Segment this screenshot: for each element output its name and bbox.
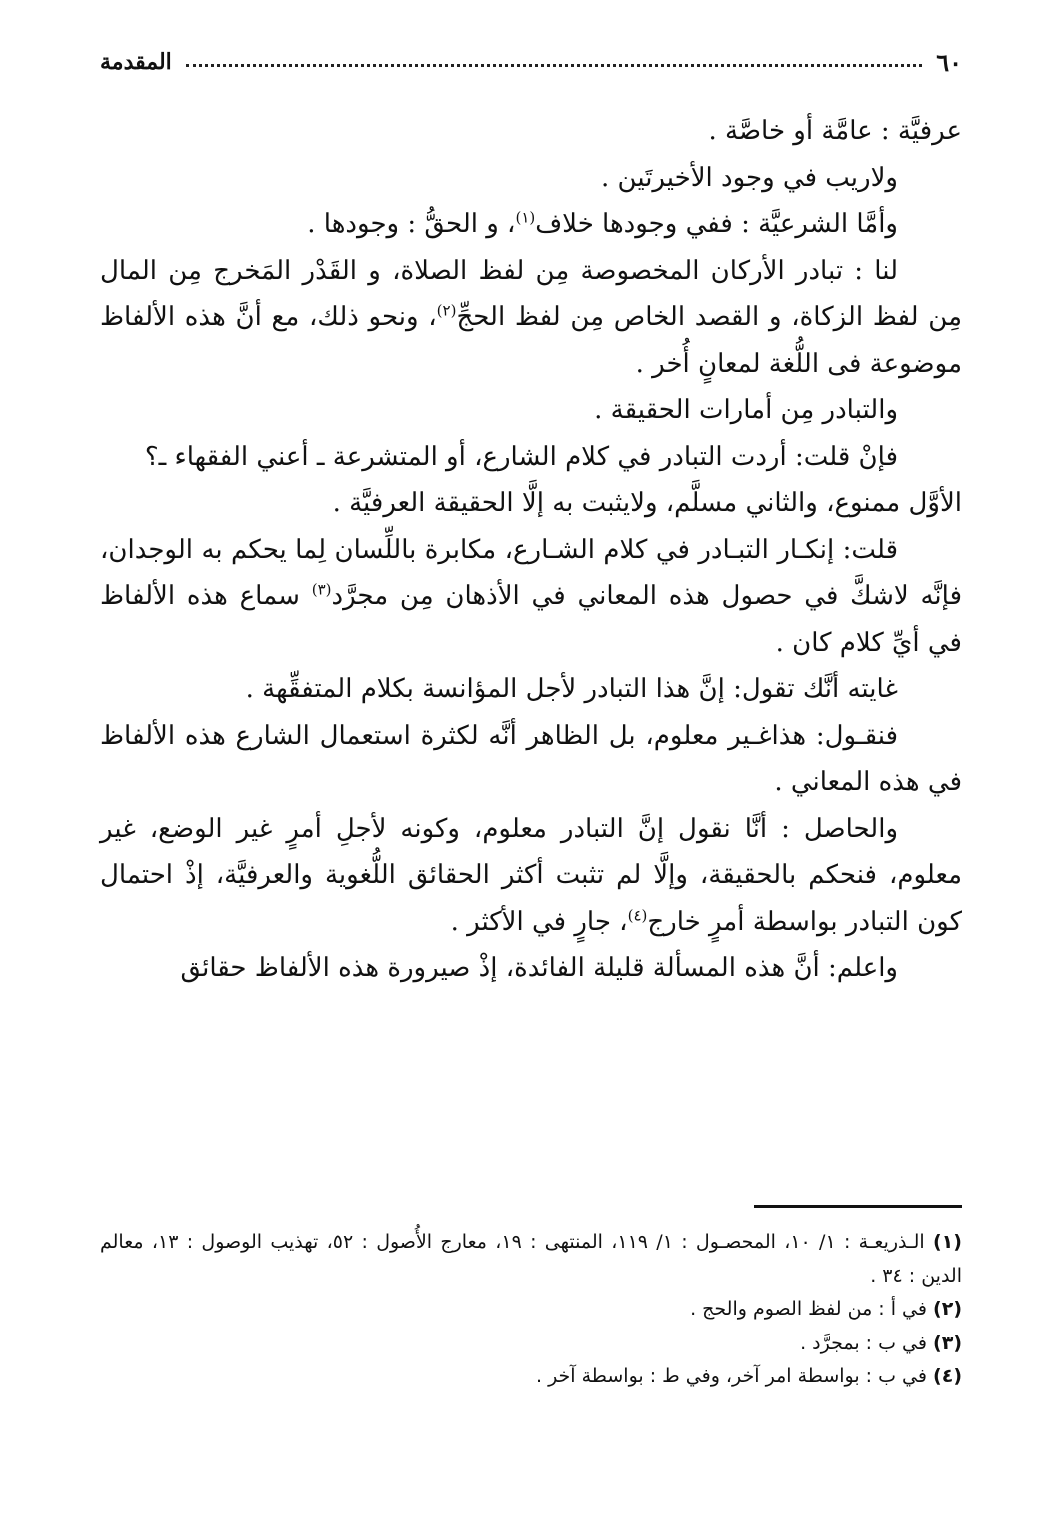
paragraph bbox=[100, 527, 962, 667]
paragraph-text: ، و الحقُّ : وجودها . bbox=[307, 209, 516, 239]
paragraph bbox=[100, 666, 962, 713]
footnote-separator bbox=[754, 1205, 962, 1208]
paragraph-text: فنقـول: هذاغـير معلوم، بل الظاهر أنَّه لكثرة استعمال الشارع هذه الألفاظ في هذه المعاني . bbox=[100, 720, 962, 797]
paragraph-text: فإنْ قلت: أردت التبادر في كلام الشارع، أو المتشرعة ـ أعني الفقهاء ـ؟ bbox=[144, 441, 898, 472]
footnote-text: الـذريعـة : ١/ ١٠، المحصـول : ١/ ١١٩، المنتهى : ١٩، معارج الأُصول : ٥٢، تهذيب الوصول : ١٣، معالم الدين : ٣٤ . bbox=[100, 1231, 962, 1287]
paragraph bbox=[100, 108, 962, 155]
footnotes bbox=[100, 1226, 962, 1394]
leader-dots bbox=[186, 64, 922, 67]
footnote bbox=[100, 1226, 962, 1293]
paragraph-text: عرفيَّة : عامَّة أو خاصَّة . bbox=[708, 116, 962, 146]
footnote bbox=[100, 1360, 962, 1394]
paragraph bbox=[100, 480, 962, 527]
footnote-number: (٤) bbox=[933, 1365, 962, 1387]
footnote bbox=[100, 1327, 962, 1361]
paragraph-text: غايته أنَّك تقول: إنَّ هذا التبادر لأجل المؤانسة بكلام المتفقِّهة . bbox=[245, 674, 898, 704]
paragraph-text: وأمَّا الشرعيَّة : ففي وجودها خلاف bbox=[535, 209, 898, 239]
paragraph-text: والحاصل : أنَّا نقول إنَّ التبادر معلوم، وكونه لأجلِ أمرٍ غير الوضع، غير معلوم، فنحكم بالحقيقة، وإلَّا لم تثبت أكثر الحقائق اللُّغوية والعرفيَّة، إذْ احتمال كون التبادر بواسطة أمرٍ خارج bbox=[100, 813, 962, 937]
paragraph bbox=[100, 155, 962, 202]
paragraph bbox=[100, 945, 962, 992]
footnote-number: (٢) bbox=[933, 1298, 962, 1320]
paragraph-text: قلت: إنكـار التبـادر في كلام الشـارع، مكابرة باللِّسان لِما يحكم به الوجدان، فإنَّه لاشكَّ في حصول هذه المعاني في الأذهان مِن مجرَّد bbox=[100, 534, 963, 611]
paragraph bbox=[100, 434, 962, 481]
footnote-ref: (٣) bbox=[311, 580, 332, 599]
paragraph-text: والتبادر مِن أمارات الحقيقة . bbox=[594, 395, 898, 425]
paragraph-text: ، جارٍ في الأكثر . bbox=[450, 906, 628, 937]
footnote-number: (١) bbox=[932, 1231, 962, 1253]
paragraph-text: ، ونحو ذلك، مع أنَّ هذه الألفاظ موضوعة فى اللُّغة لمعانٍ أُخر . bbox=[100, 302, 962, 379]
footnote-ref: (٢) bbox=[436, 301, 457, 320]
chapter-title: المقدمة bbox=[100, 49, 172, 75]
paragraph bbox=[100, 248, 962, 388]
paragraph bbox=[100, 387, 962, 434]
footnote-text: في ب : بمجرَّد . bbox=[800, 1331, 927, 1354]
paragraph-text: ولاريب في وجود الأخيرتَين . bbox=[601, 162, 898, 193]
footnote-text: في أ : من لفظ الصوم والحج . bbox=[690, 1298, 927, 1320]
paragraph-text: سماع هذه الألفاظ في أيِّ كلام كان . bbox=[100, 581, 962, 658]
paragraph bbox=[100, 713, 962, 806]
paragraph bbox=[100, 201, 962, 248]
running-head bbox=[100, 42, 962, 82]
footnote bbox=[100, 1293, 962, 1327]
footnote-text: في ب : بواسطة امر آخر، وفي ط : بواسطة آخر . bbox=[535, 1365, 927, 1387]
paragraph-text: واعلم: أنَّ هذه المسألة قليلة الفائدة، إذْ صيرورة هذه الألفاظ حقائق bbox=[180, 953, 898, 983]
paragraph-text: لنا : تبادر الأركان المخصوصة مِن لفظ الصلاة، و القَدْر المَخرج مِن المال مِن لفظ الزكاة، و القصد الخاص مِن لفظ الحجِّ bbox=[100, 255, 962, 332]
paragraph bbox=[100, 806, 962, 946]
paragraph-text: الأوَّل ممنوع، والثاني مسلَّم، ولايثبت به إلَّا الحقيقة العرفيَّة . bbox=[332, 488, 962, 518]
footnote-ref: (٤) bbox=[627, 905, 648, 924]
main-text bbox=[100, 108, 962, 992]
page-number: ٦٠ bbox=[936, 47, 962, 77]
footnote-ref: (١) bbox=[515, 208, 536, 227]
footnote-number: (٣) bbox=[933, 1331, 962, 1354]
